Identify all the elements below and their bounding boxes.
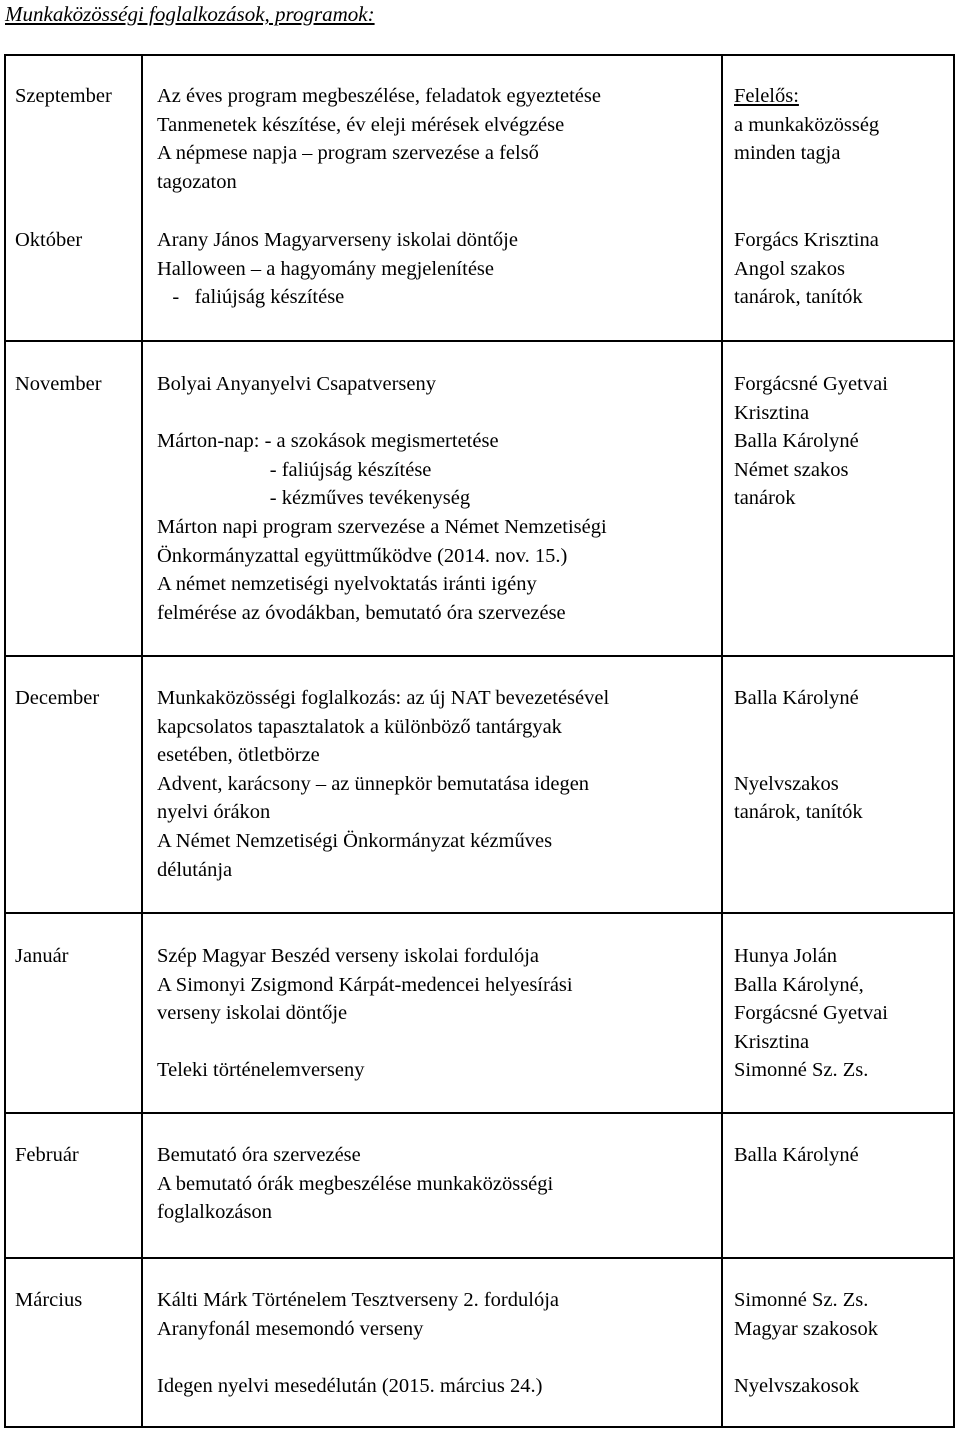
activity-line: Bemutató óra szervezése — [157, 1144, 361, 1166]
activities-cell — [157, 942, 573, 1085]
activities-cell — [157, 1141, 553, 1227]
activity-line: Arany János Magyarverseny iskolai döntője — [157, 229, 518, 251]
responsible-line: Angol szakos — [734, 257, 846, 280]
responsible-cell — [734, 684, 863, 827]
column-divider — [141, 54, 143, 1428]
activities-cell — [157, 1286, 559, 1400]
activity-line: Önkormányzattal együttműködve (2014. nov. 15.) — [157, 544, 568, 567]
activity-line: A Simonyi Zsigmond Kárpát-medencei helyesírási — [157, 973, 573, 996]
activities-cell — [157, 684, 609, 884]
responsible-line: Hunya Jolán — [734, 945, 838, 967]
month-label: Október — [15, 229, 83, 251]
responsible-line — [734, 713, 863, 742]
activity-line: felmérése az óvodákban, bemutató óra szervezése — [157, 601, 566, 624]
page-heading: Munkaközösségi foglalkozások, programok: — [5, 2, 375, 26]
responsible-line: Krisztina — [734, 401, 810, 424]
activity-line: tagozaton — [157, 170, 237, 193]
responsible-line: Felelős: — [734, 85, 799, 107]
activity-line: Márton napi program szervezése a Német Nemzetiségi — [157, 515, 607, 538]
activity-line: Advent, karácsony – az ünnepkör bemutatása idegen — [157, 772, 590, 795]
activity-line: Munkaközösségi foglalkozás: az új NAT bevezetésével — [157, 687, 610, 709]
activity-line: - kézműves tevékenység — [157, 487, 471, 510]
responsible-line: Balla Károlyné — [734, 430, 859, 453]
responsible-line: tanárok, tanítók — [734, 286, 863, 309]
responsible-cell — [734, 370, 888, 513]
month-label: Március — [15, 1289, 83, 1311]
activity-line: Tanmenetek készítése, év eleji mérések elvégzése — [157, 113, 565, 136]
activity-line: délutánja — [157, 858, 233, 881]
row-divider — [4, 1112, 955, 1114]
responsible-line — [734, 741, 863, 770]
responsible-line: Nyelvszakosok — [734, 1374, 860, 1397]
responsible-line: Balla Károlyné — [734, 1144, 859, 1166]
activity-line: esetében, ötletbörze — [157, 744, 320, 767]
responsible-line: Forgács Krisztina — [734, 229, 879, 251]
month-label: Január — [15, 945, 69, 967]
activity-line: - faliújság készítése — [157, 458, 432, 481]
activity-line: A népmese napja – program szervezése a felső — [157, 142, 539, 165]
responsible-line: Nyelvszakos — [734, 772, 839, 795]
activity-line: Az éves program megbeszélése, feladatok egyeztetése — [157, 85, 601, 107]
activity-line: nyelvi órákon — [157, 801, 271, 824]
responsible-line: Forgácsné Gyetvai — [734, 373, 888, 395]
responsible-cell — [734, 942, 888, 1085]
activity-line: Kálti Márk Történelem Tesztverseny 2. fordulója — [157, 1289, 559, 1311]
responsible-line: tanárok, tanítók — [734, 801, 863, 824]
activity-line: A bemutató órák megbeszélése munkaközösségi — [157, 1172, 554, 1195]
responsible-line: minden tagja — [734, 142, 841, 165]
activities-cell — [157, 226, 518, 312]
responsible-line — [734, 1343, 878, 1372]
activity-line: Bolyai Anyanyelvi Csapatverseny — [157, 373, 436, 395]
activity-line: Szép Magyar Beszéd verseny iskolai fordulója — [157, 945, 539, 967]
responsible-line: Simonné Sz. Zs. — [734, 1059, 869, 1082]
responsible-line: Balla Károlyné — [734, 687, 859, 709]
responsible-line: Német szakos — [734, 458, 849, 481]
row-divider — [4, 655, 955, 657]
month-label: Február — [15, 1144, 79, 1166]
activity-line — [157, 399, 607, 428]
responsible-cell — [734, 226, 879, 312]
responsible-line: a munkaközösség — [734, 113, 880, 136]
activity-line: - faliújság készítése — [157, 286, 345, 309]
activity-line: Aranyfonál mesemondó verseny — [157, 1317, 424, 1340]
activity-line: Teleki történelemverseny — [157, 1059, 365, 1082]
responsible-cell — [734, 1141, 859, 1170]
responsible-line: Krisztina — [734, 1030, 810, 1053]
row-divider — [4, 912, 955, 914]
responsible-cell — [734, 1286, 878, 1400]
column-divider — [721, 54, 723, 1428]
responsible-line: Forgácsné Gyetvai — [734, 1002, 888, 1025]
activity-line: Idegen nyelvi mesedélután (2015. március 24.) — [157, 1374, 543, 1397]
activity-line: kapcsolatos tapasztalatok a különböző tantárgyak — [157, 715, 562, 738]
responsible-line: Magyar szakosok — [734, 1317, 879, 1340]
month-label: December — [15, 687, 100, 709]
activity-line — [157, 1028, 573, 1057]
month-label: November — [15, 373, 102, 395]
responsible-cell — [734, 82, 879, 168]
responsible-line: Balla Károlyné, — [734, 973, 864, 996]
activities-cell — [157, 82, 601, 196]
responsible-line: tanárok — [734, 487, 796, 510]
activity-line: Halloween – a hagyomány megjelenítése — [157, 257, 494, 280]
responsible-line: Simonné Sz. Zs. — [734, 1289, 869, 1311]
row-divider — [4, 340, 955, 342]
activity-line — [157, 1343, 559, 1372]
activity-line: A Német Nemzetiségi Önkormányzat kézműves — [157, 829, 553, 852]
activity-line: foglalkozáson — [157, 1201, 272, 1224]
activities-cell — [157, 370, 607, 627]
activity-line: Márton-nap: - a szokások megismertetése — [157, 430, 499, 453]
row-divider — [4, 1257, 955, 1259]
month-label: Szeptember — [15, 85, 112, 107]
activity-line: verseny iskolai döntője — [157, 1002, 348, 1025]
activity-line: A német nemzetiségi nyelvoktatás iránti igény — [157, 573, 537, 596]
